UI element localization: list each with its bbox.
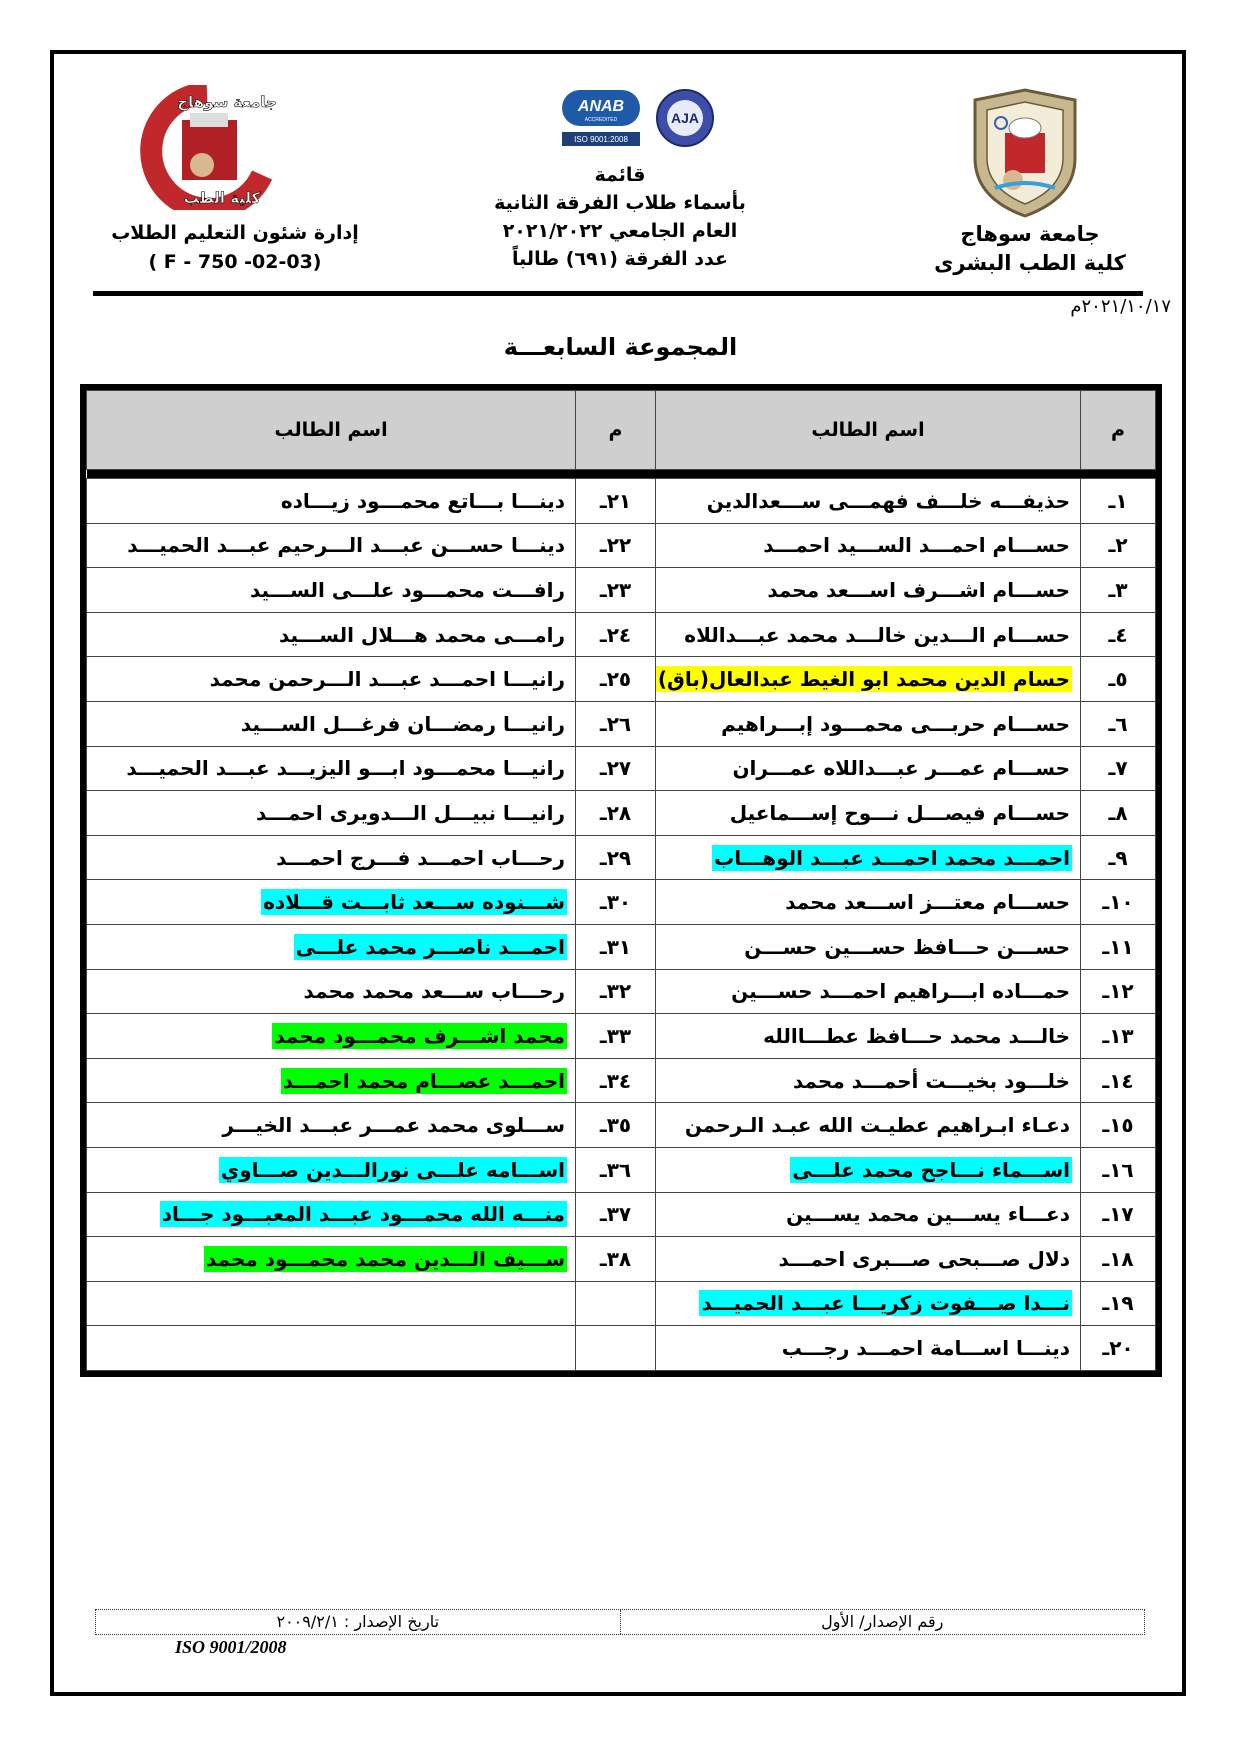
faculty-logo-top-text: جامعة سوهاج <box>177 93 277 111</box>
table-row <box>87 1103 1156 1148</box>
student-name-left-cell <box>87 612 576 657</box>
row-number-right-cell <box>1081 791 1156 836</box>
document-date: ٢٠٢١/١٠/١٧م <box>1070 296 1171 317</box>
student-name-left: رحـــاب ســـعد محمد محمد <box>303 979 565 1004</box>
row-number-left-cell <box>576 1281 656 1326</box>
table-row <box>87 880 1156 925</box>
student-name-right-cell <box>656 1103 1081 1148</box>
row-number-right-cell <box>1081 1192 1156 1237</box>
row-number-right-cell <box>1081 1281 1156 1326</box>
row-number-right: ١٣ـ <box>1102 1023 1134 1048</box>
row-number-left: ٢٩ـ <box>599 845 632 870</box>
table-row <box>87 1326 1156 1371</box>
row-number-right: ٧ـ <box>1108 756 1128 781</box>
row-number-right-cell <box>1081 835 1156 880</box>
student-name-left: رانيـــا محمـــود ابـــو اليزيـــد عبـــد الحميـــد <box>126 756 565 781</box>
student-name-left-cell <box>87 657 576 702</box>
issue-number: رقم الإصدار/ الأول <box>821 1612 944 1631</box>
student-name-right-cell <box>656 1058 1081 1103</box>
row-number-right: ١٧ـ <box>1102 1202 1134 1227</box>
student-name-right-cell <box>656 969 1081 1014</box>
row-number-right-cell <box>1081 1058 1156 1103</box>
row-number-right-cell <box>1081 880 1156 925</box>
student-name-left-cell <box>87 1058 576 1103</box>
table-row <box>87 1281 1156 1326</box>
anab-sub-text: ACCREDITED <box>584 117 618 123</box>
student-name-right-cell <box>656 835 1081 880</box>
student-name-left-cell <box>87 791 576 836</box>
table-row <box>87 657 1156 702</box>
header-divider <box>93 291 1143 296</box>
academic-year: العام الجامعي ٢٠٢١/٢٠٢٢ <box>502 220 738 242</box>
student-name-left: دينـــا حســـن عبـــد الـــرحيم عبـــد الحميـــد <box>127 533 565 558</box>
student-name-right: حســـام حربـــى محمـــود إبـــراهيم <box>721 711 1070 736</box>
student-name-left: رامـــى محمد هـــلال الســـيد <box>279 622 565 647</box>
row-number-left-cell <box>576 701 656 746</box>
student-name-left: شـــنوده ســـعد ثابـــت قـــلاده <box>263 890 565 915</box>
row-number-left: ٢٤ـ <box>599 622 632 647</box>
row-number-right: ١١ـ <box>1102 934 1134 959</box>
row-number-right-cell <box>1081 746 1156 791</box>
aja-text: AJA <box>670 110 700 126</box>
student-name-right: نـــدا صـــفوت زكريـــا عبـــد الحميـــد <box>701 1291 1070 1316</box>
student-name-left-cell <box>87 969 576 1014</box>
student-name-right: اســـماء نـــاجح محمد علـــى <box>792 1157 1070 1182</box>
student-table <box>86 390 1156 1371</box>
table-row <box>87 701 1156 746</box>
faculty-name: كلية الطب البشرى <box>934 251 1126 275</box>
student-table-frame <box>80 384 1162 1377</box>
student-name-right-cell <box>656 924 1081 969</box>
row-number-right-cell <box>1081 1147 1156 1192</box>
row-number-left-cell <box>576 612 656 657</box>
row-number-left-cell <box>576 479 656 524</box>
student-name-right: دلال صـــبحى صـــبرى احمـــد <box>778 1246 1070 1271</box>
student-name-left: احمـــد ناصـــر محمد علـــى <box>295 934 565 959</box>
table-row <box>87 1058 1156 1103</box>
footer-info-box <box>95 1609 1145 1635</box>
header-separator <box>87 470 1156 479</box>
student-name-left-cell <box>87 1192 576 1237</box>
table-row <box>87 791 1156 836</box>
student-name-left: ســـيف الـــدين محمد محمـــود محمد <box>206 1246 565 1271</box>
row-number-left-cell <box>576 523 656 568</box>
student-name-left-cell <box>87 924 576 969</box>
row-number-right-cell <box>1081 701 1156 746</box>
student-name-right: دينـــا اســـامة احمـــد رجـــب <box>781 1336 1070 1361</box>
student-name-right: حسام الدين محمد ابو الغيط عبدالعال(باق) <box>657 667 1070 692</box>
iso-badge-text: ISO 9001:2008 <box>574 135 628 144</box>
row-number-right-cell <box>1081 657 1156 702</box>
row-number-right: ١٤ـ <box>1102 1068 1134 1093</box>
student-name-right-cell <box>656 523 1081 568</box>
row-number-right: ١٩ـ <box>1102 1291 1134 1316</box>
student-name-right: خالـــد محمد حـــافظ عطـــاالله <box>763 1023 1070 1048</box>
student-name-right-cell <box>656 657 1081 702</box>
student-name-right: دعـــاء يســـين محمد يســـين <box>786 1202 1070 1227</box>
student-name-right: حســـن حـــافظ حســـين حســـن <box>744 934 1070 959</box>
row-number-left: ٣٥ـ <box>599 1113 632 1138</box>
table-row <box>87 969 1156 1014</box>
student-name-left: احمـــد عصـــام محمد احمـــد <box>282 1068 565 1093</box>
student-name-left: اســـامه علـــى نورالـــدين صـــاوي <box>220 1157 565 1182</box>
student-name-right: خلـــود بخيـــت أحمـــد محمد <box>792 1068 1070 1093</box>
student-name-right-cell <box>656 1237 1081 1282</box>
student-name-right-cell <box>656 1014 1081 1059</box>
row-number-left: ٣٧ـ <box>599 1202 632 1227</box>
student-name-left <box>563 1290 567 1316</box>
university-name: جامعة سوهاج <box>960 222 1100 246</box>
table-row <box>87 1014 1156 1059</box>
student-name-left: رانيـــا رمضـــان فرغـــل الســـيد <box>240 711 565 736</box>
row-number-right: ٣ـ <box>1108 577 1128 602</box>
student-name-left: رافـــت محمـــود علـــى الســـيد <box>249 577 565 602</box>
student-name-left-cell <box>87 1326 576 1371</box>
student-name-right-cell <box>656 1192 1081 1237</box>
row-number-right-cell <box>1081 1014 1156 1059</box>
row-number-right-cell <box>1081 924 1156 969</box>
student-name-left: رانيـــا نبيـــل الـــدويرى احمـــد <box>255 800 565 825</box>
row-number-left-cell <box>576 1014 656 1059</box>
header-name-right: اسم الطالب <box>656 391 1081 470</box>
table-row <box>87 1147 1156 1192</box>
form-code: ( F - 750 -02-03) <box>148 251 322 273</box>
row-number-right-cell <box>1081 969 1156 1014</box>
student-name-left-cell <box>87 479 576 524</box>
anab-text: ANAB <box>577 98 625 115</box>
row-number-left: ٣٦ـ <box>599 1157 632 1182</box>
row-number-right: ١٦ـ <box>1102 1157 1134 1182</box>
row-number-left: ٢٥ـ <box>599 667 632 692</box>
student-name-right: حســـام اشـــرف اســـعد محمد <box>767 577 1070 602</box>
row-number-right-cell <box>1081 612 1156 657</box>
row-number-right: ١ـ <box>1108 488 1128 513</box>
student-name-left-cell <box>87 701 576 746</box>
issue-date: تاريخ الإصدار : ٢٠٠٩/٢/١ <box>96 1610 621 1634</box>
row-number-left-cell <box>576 746 656 791</box>
row-number-left-cell <box>576 1192 656 1237</box>
student-name-left: رانيـــا احمـــد عبـــد الـــرحمن محمد <box>209 667 565 692</box>
row-number-left-cell <box>576 568 656 613</box>
student-name-left-cell <box>87 746 576 791</box>
student-name-left: منـــه الله محمـــود عبـــد المعبـــود جـــاد <box>161 1202 565 1227</box>
table-row <box>87 1192 1156 1237</box>
row-number-left: ٢٣ـ <box>599 577 632 602</box>
row-number-left: ٢٨ـ <box>599 800 632 825</box>
row-number-right: ٤ـ <box>1108 622 1128 647</box>
student-name-right-cell <box>656 479 1081 524</box>
row-number-left-cell <box>576 657 656 702</box>
row-number-left-cell <box>576 1103 656 1148</box>
row-number-left: ٢٢ـ <box>599 533 632 558</box>
table-row <box>87 924 1156 969</box>
student-name-left-cell <box>87 1281 576 1326</box>
student-name-left-cell <box>87 1147 576 1192</box>
row-number-right: ١٥ـ <box>1102 1113 1134 1138</box>
doc-heading-line1: قائمة <box>594 164 646 186</box>
faculty-logo-bottom-text: كلية الطب <box>183 189 261 207</box>
student-name-right: حمـــاده ابـــراهيم احمـــد حســـين <box>731 979 1070 1004</box>
row-number-left-cell <box>576 1237 656 1282</box>
anab-logo <box>560 88 642 148</box>
student-name-right: حســـام معتـــز اســـعد محمد <box>785 890 1070 915</box>
student-name-right: حســـام فيصـــل نـــوح إســـماعيل <box>729 800 1070 825</box>
student-name-left-cell <box>87 1237 576 1282</box>
student-name-right: دعـاء ابـراهيم عطيـت الله عبـد الـرحمن <box>684 1113 1070 1138</box>
row-number-left-cell <box>576 791 656 836</box>
department-name: إدارة شئون التعليم الطلاب <box>111 222 359 244</box>
student-name-left-cell <box>87 835 576 880</box>
table-row <box>87 479 1156 524</box>
row-number-right: ٨ـ <box>1108 800 1128 825</box>
header-num-right: م <box>1081 391 1156 470</box>
row-number-right: ٢٠ـ <box>1102 1336 1134 1361</box>
row-number-right: ١٨ـ <box>1102 1246 1134 1271</box>
student-name-left: رحـــاب احمـــد فـــرج احمـــد <box>276 845 565 870</box>
row-number-left-cell <box>576 1058 656 1103</box>
student-name-right-cell <box>656 1147 1081 1192</box>
student-name-left-cell <box>87 1103 576 1148</box>
row-number-left: ٢١ـ <box>599 488 632 513</box>
row-number-left-cell <box>576 1326 656 1371</box>
row-number-right-cell <box>1081 1237 1156 1282</box>
row-number-left: ٣٠ـ <box>599 890 632 915</box>
university-crest-logo <box>965 88 1085 218</box>
row-number-left: ٣٣ـ <box>599 1023 632 1048</box>
student-name-left-cell <box>87 523 576 568</box>
row-number-right: ٥ـ <box>1108 667 1128 692</box>
row-number-left: ٢٧ـ <box>599 756 632 781</box>
student-name-right-cell <box>656 791 1081 836</box>
aja-logo <box>655 88 715 148</box>
student-name-left: دينـــا بـــاتع محمـــود زيـــاده <box>280 488 565 513</box>
row-number-right-cell <box>1081 568 1156 613</box>
iso-label: ISO 9001/2008 <box>175 1637 287 1657</box>
student-name-right-cell <box>656 746 1081 791</box>
student-name-right: حســـام الـــدين خالـــد محمد عبـــداللاه <box>684 622 1070 647</box>
student-name-right-cell <box>656 1281 1081 1326</box>
row-number-right: ١٠ـ <box>1102 890 1134 915</box>
table-row <box>87 568 1156 613</box>
student-name-left: ســـلوى محمد عمـــر عبـــد الخيـــر <box>222 1113 565 1138</box>
row-number-left-cell <box>576 969 656 1014</box>
row-number-left: ٣٢ـ <box>599 979 632 1004</box>
group-title: المجموعة السابعـــة <box>503 333 738 361</box>
student-name-right-cell <box>656 568 1081 613</box>
row-number-left-cell <box>576 835 656 880</box>
row-number-left-cell <box>576 1147 656 1192</box>
header-num-left: م <box>576 391 656 470</box>
table-row <box>87 612 1156 657</box>
row-number-left-cell <box>576 924 656 969</box>
student-name-left-cell <box>87 880 576 925</box>
student-name-right-cell <box>656 880 1081 925</box>
table-header-row <box>87 391 1156 470</box>
student-name-right: حذيفـــه خلـــف فهمـــى ســـعدالدين <box>706 488 1070 513</box>
student-name-right: احمـــد محمد احمـــد عبـــد الوهـــاب <box>714 845 1070 870</box>
row-number-right: ٢ـ <box>1108 533 1128 558</box>
student-name-left-cell <box>87 1014 576 1059</box>
table-row <box>87 1237 1156 1282</box>
row-number-left: ٢٦ـ <box>599 711 632 736</box>
row-number-right-cell <box>1081 479 1156 524</box>
student-name-right: حســـام احمـــد الســـيد احمـــد <box>763 533 1070 558</box>
student-name-left: محمد اشـــرف محمـــود محمد <box>274 1023 565 1048</box>
table-row <box>87 835 1156 880</box>
table-row <box>87 523 1156 568</box>
student-name-left <box>563 1335 567 1361</box>
doc-heading-line2: بأسماء طلاب الفرقة الثانية <box>494 192 746 214</box>
row-number-right: ١٢ـ <box>1102 979 1134 1004</box>
student-name-right: حســـام عمـــر عبـــداللاه عمـــران <box>732 756 1070 781</box>
row-number-left: ٣٤ـ <box>599 1068 632 1093</box>
header-name-left: اسم الطالب <box>87 391 576 470</box>
student-name-left-cell <box>87 568 576 613</box>
row-number-right-cell <box>1081 1103 1156 1148</box>
row-number-right-cell <box>1081 1326 1156 1371</box>
class-count: عدد الفرقة (٦٩١) طالباً <box>512 248 728 270</box>
row-number-left-cell <box>576 880 656 925</box>
table-row <box>87 746 1156 791</box>
student-name-right-cell <box>656 1326 1081 1371</box>
faculty-medicine-logo <box>112 85 302 210</box>
row-number-left: ٣١ـ <box>599 934 632 959</box>
student-name-right-cell <box>656 612 1081 657</box>
row-number-right: ٦ـ <box>1108 711 1128 736</box>
student-name-right-cell <box>656 701 1081 746</box>
row-number-left: ٣٨ـ <box>599 1246 632 1271</box>
row-number-right: ٩ـ <box>1108 845 1128 870</box>
row-number-right-cell <box>1081 523 1156 568</box>
